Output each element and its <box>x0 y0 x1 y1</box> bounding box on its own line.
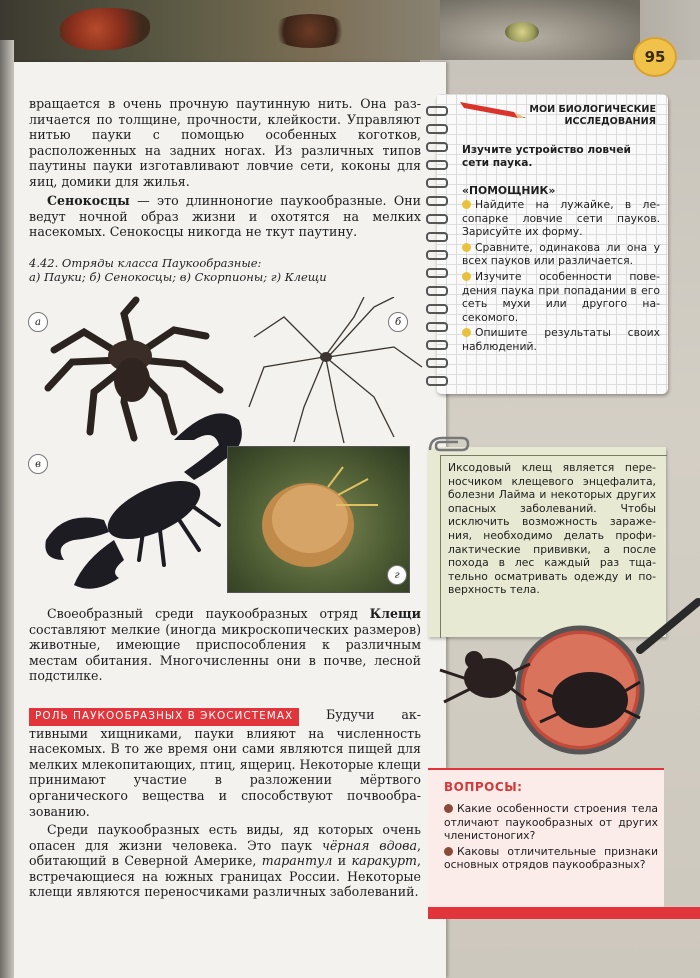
notebook-step-text: Сравните, одинакова ли она у всех пауков или различается. <box>462 240 660 268</box>
bullet-icon <box>444 804 453 813</box>
label-b: б <box>388 312 408 332</box>
question-item <box>444 845 658 872</box>
label-v: в <box>28 454 48 474</box>
bullet-icon <box>462 272 471 281</box>
spiral-ring <box>426 142 448 152</box>
paperclip-icon <box>424 432 470 466</box>
notebook-step-text: Изучите особенности поведения паука при попадании в его сеть мухи или другого насекомого. <box>462 269 660 324</box>
section-banner: РОЛЬ ПАУКООБРАЗНЫХ В ЭКОСИСТЕМАХ <box>29 708 299 726</box>
bullet-icon <box>462 200 471 209</box>
spiral-ring <box>426 196 448 206</box>
figure-caption <box>29 256 429 284</box>
spiral-ring <box>426 376 448 386</box>
notebook-helper-heading: «ПОМОЩНИК» <box>462 184 556 197</box>
note-text: Иксодовый клещ является переносчиком клещевого энцефалита, болезни Лайма и некоторых других опасных заболеваний. Чтобы исключить возможность заражения, необходимо делать профилактические прививки, а после похода в лес каждый раз тщательно осматривать одежду и поверхность тела. <box>448 461 656 597</box>
questions-bottom-bar <box>428 907 700 919</box>
spiral-ring <box>426 160 448 170</box>
paragraph-ticks <box>29 606 421 684</box>
species-black-widow: чёрная вдова <box>321 837 417 853</box>
term-ticks: Клещи <box>369 606 421 621</box>
figure-caption-line2: а) Пауки; б) Сенокосцы; в) Скорпионы; г) Клещи <box>29 270 327 284</box>
question-text: Какие особенности строения тела отличают паукообразных от других членистоногих? <box>444 802 658 843</box>
spiral-ring <box>426 358 448 368</box>
main-text-page <box>14 62 446 978</box>
venom-intro: Среди паукообразных есть виды, яд которых очень опасен для жизни человека. Это паук <box>29 822 421 853</box>
pencil-icon <box>458 98 528 120</box>
ecosystem-text: Будучи активными хищниками, пауки влияют на численность насекомых. В то же время они сами являются пищей для мелких млекопитающих, птиц, ящериц. Некоторые клещи принимают участие в разложении мёртвого органического вещества и способствуют почвообразованию. <box>29 707 421 819</box>
paragraph-harvestmen <box>29 193 421 240</box>
spiral-ring <box>426 304 448 314</box>
notebook-step <box>462 270 660 324</box>
species-karakurt: каракурт <box>351 853 417 869</box>
label-a: а <box>28 312 48 332</box>
term-harvestmen: Сенокосцы <box>47 193 130 208</box>
notebook-step <box>462 241 660 268</box>
moth-illustration <box>60 8 150 50</box>
notebook-step <box>462 198 660 239</box>
top-photo-strip <box>0 0 700 62</box>
questions-list <box>444 802 658 874</box>
spiral-ring <box>426 286 448 296</box>
paragraph-venom <box>29 822 421 900</box>
spiral-ring <box>426 106 448 116</box>
cat-illustration <box>440 0 640 62</box>
label-g: г <box>387 565 407 585</box>
spiral-ring <box>426 178 448 188</box>
book-spine <box>0 40 14 978</box>
venom-rest: , встречающиеся на южных границах России. Некоторые клещи являются переносчиками различных заболеваний. <box>29 853 421 900</box>
spiral-ring <box>426 214 448 224</box>
questions-heading: ВОПРОСЫ: <box>444 780 523 794</box>
harvestmen-text: — это длинноногие паукообразные. Они ведут ночной образ жизни и охотятся на мелких насекомых. Сенокосцы никогда не ткут паутину. <box>29 193 421 240</box>
question-item <box>444 802 658 843</box>
scorpion-photo <box>24 400 249 595</box>
tick-magnifier-illustration <box>430 590 700 760</box>
notebook-title: МОИ БИОЛОГИЧЕСКИЕ ИССЛЕДОВАНИЯ <box>529 104 656 127</box>
species-tarantula: тарантул <box>261 853 333 869</box>
ticks-text: составляют мелкие (иногда микроскопических размеров) животные, имеющие приспособления к различным местам обитания. Многочисленны они в почве, лесной подстилке. <box>29 621 421 684</box>
venom-mid2: и <box>332 853 352 869</box>
bullet-icon <box>462 243 471 252</box>
spiral-ring <box>426 340 448 350</box>
spiral-ring <box>426 232 448 242</box>
venom-mid1: , обитающий в Северной Америке, <box>29 837 421 869</box>
paragraph-web: вращается в очень прочную паутинную нить. Она различается по толщине, прочности, клейкости. Управляют нитью пауки с помощью особенных коготков, расположенных на задних ногах. Из различных типов паутины пауки изготавливают ловчие сети, коконы для яиц, домики для жилья. <box>29 96 421 189</box>
notebook-step <box>462 326 660 353</box>
page-number: 95 <box>633 37 677 77</box>
figure-caption-line1: 4.42. Отряды класса Паукообразные: <box>29 256 262 270</box>
spiral-ring <box>426 322 448 332</box>
paragraph-ecosystem <box>29 707 421 819</box>
bullet-icon <box>462 328 471 337</box>
spiral-ring <box>426 250 448 260</box>
research-notebook <box>436 94 668 394</box>
spiral-ring <box>426 268 448 278</box>
notebook-step-text: Опишите результаты своих наблюдений. <box>462 326 660 353</box>
spiral-ring <box>426 124 448 134</box>
tick-photo <box>227 446 410 593</box>
beetle-illustration <box>270 14 350 48</box>
questions-box <box>428 770 664 912</box>
notebook-task: Изучите устройство ловчей сети паука. <box>462 144 631 169</box>
question-text: Каковы отличительные признаки основных отрядов паукообразных? <box>444 844 658 872</box>
cat-eye-illustration <box>505 22 539 42</box>
notebook-step-text: Найдите на лужайке, в лесопарке ловчие сети пауков. Зарисуйте их форму. <box>462 198 660 239</box>
ticks-intro: Своеобразный среди паукообразных отряд <box>47 606 370 621</box>
bullet-icon <box>444 847 453 856</box>
notebook-steps <box>462 198 660 356</box>
